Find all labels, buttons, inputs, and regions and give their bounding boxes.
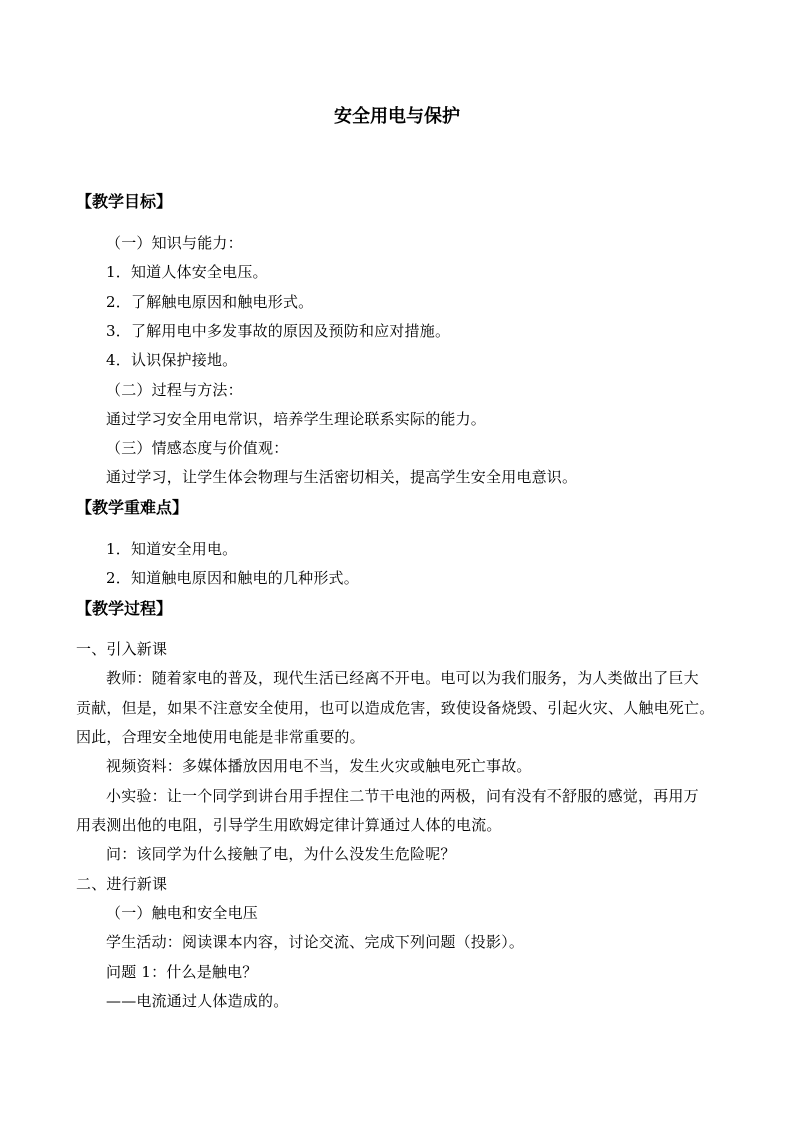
objective-item-1: 1．知道人体安全电压。 [106,263,268,281]
answer-1-line: ——电流通过人体造成的。 [106,992,289,1010]
objective-item-4: 4．认识保护接地。 [106,351,238,369]
knowledge-label: （一）知识与能力： [106,234,243,252]
teacher-line-3: 因此，合理安全地使用电能是非常重要的。 [76,728,365,746]
video-line: 视频资料：多媒体播放因用电不当，发生火灾或触电死亡事故。 [106,757,532,775]
objectives-heading: 【教学目标】 [76,192,173,211]
experiment-line-1: 小实验：让一个同学到讲台用手捏住二节干电池的两极，问有没有不舒服的感觉，再用万 [106,787,699,805]
section-2-title: 二、进行新课 [76,875,168,893]
teacher-line-2: 贡献，但是，如果不注意安全使用，也可以造成危害，致使设备烧毁、引起火灾、人触电死亡。 [76,699,715,717]
subsection-1-title: （一）触电和安全电压 [106,904,259,922]
question-1-line: 问题 1：什么是触电？ [106,963,258,981]
process-method-text: 通过学习安全用电常识，培养学生理论联系实际的能力。 [106,410,487,428]
teacher-line-1: 教师：随着家电的普及，现代生活已经离不开电。电可以为我们服务，为人类做出了巨大 [106,669,699,687]
key-point-item-2: 2．知道触电原因和触电的几种形式。 [106,569,359,587]
key-points-heading: 【教学重难点】 [76,498,189,517]
emotion-label: （三）情感态度与价值观： [106,439,289,457]
objective-item-2: 2．了解触电原因和触电形式。 [106,293,314,311]
question-line: 问：该同学为什么接触了电，为什么没发生危险呢？ [106,845,456,863]
process-method-label: （二）过程与方法： [106,381,243,399]
key-point-item-1: 1．知道安全用电。 [106,540,238,558]
objective-item-3: 3．了解用电中多发事故的原因及预防和应对措施。 [106,322,451,340]
process-heading: 【教学过程】 [76,599,173,618]
activity-line: 学生活动：阅读课本内容，讨论交流、完成下列问题（投影）。 [106,933,525,951]
section-1-title: 一、引入新课 [76,640,168,658]
experiment-line-2: 用表测出他的电阻，引导学生用欧姆定律计算通过人体的电流。 [76,816,502,834]
document-title: 安全用电与保护 [334,106,460,127]
emotion-text: 通过学习，让学生体会物理与生活密切相关，提高学生安全用电意识。 [106,468,578,486]
